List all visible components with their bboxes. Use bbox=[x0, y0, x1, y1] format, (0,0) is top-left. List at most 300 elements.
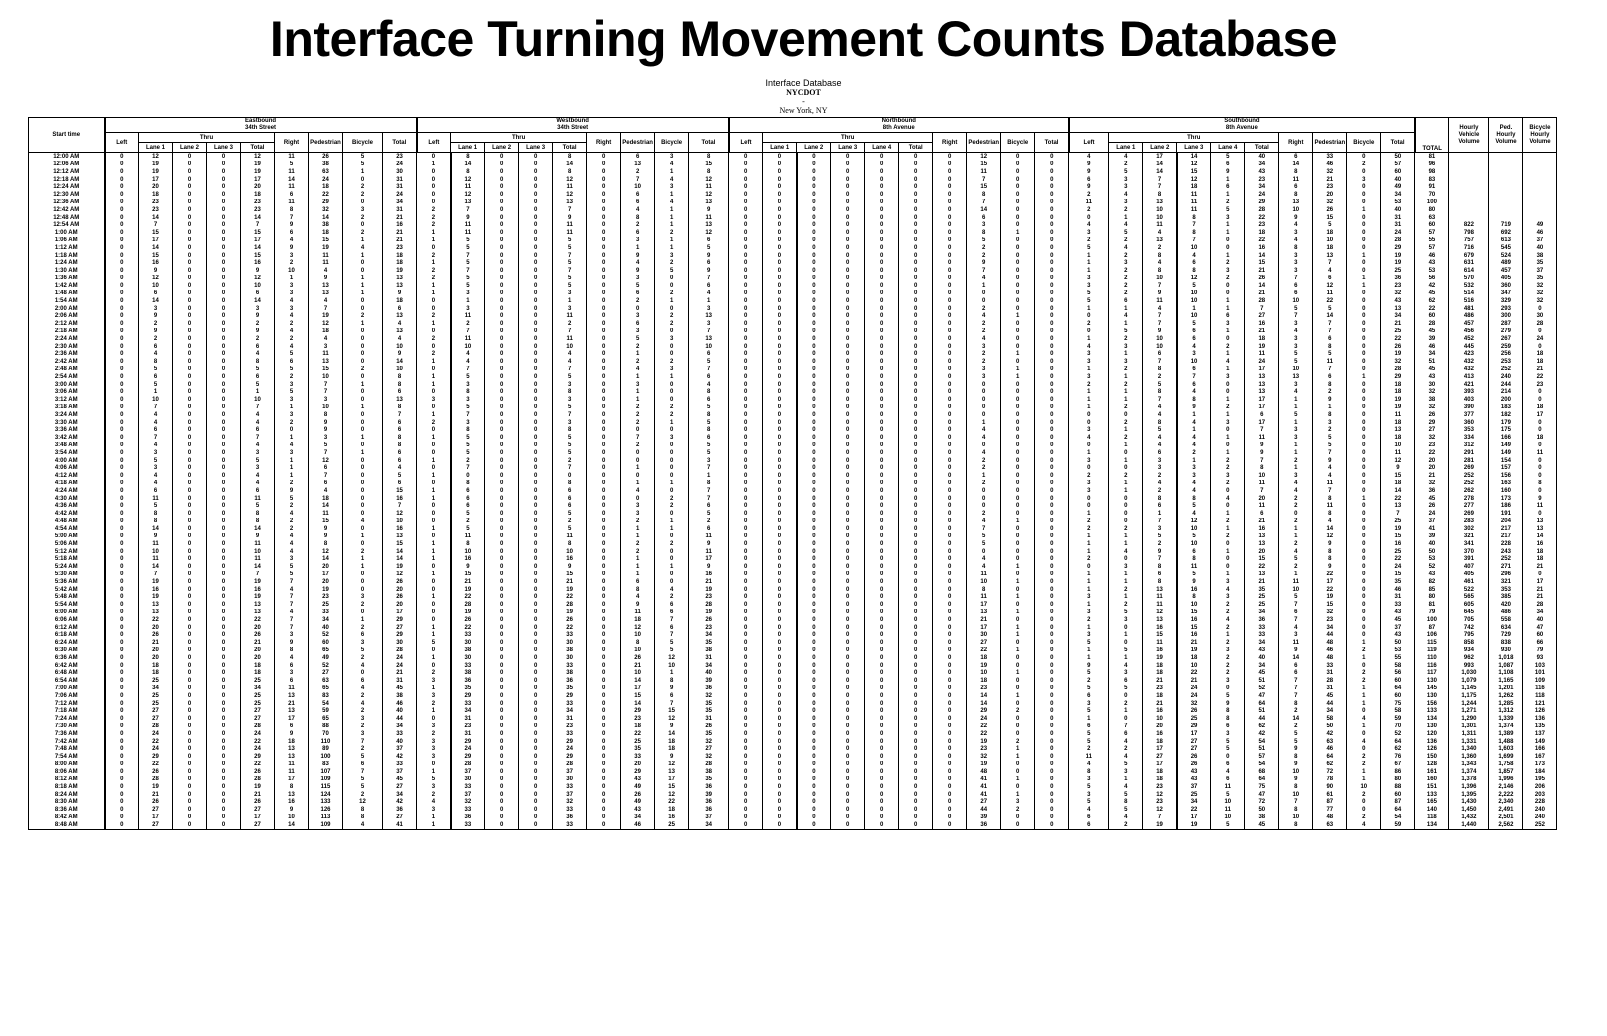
count-cell: 0 bbox=[105, 244, 139, 252]
count-cell: 13 bbox=[383, 328, 417, 336]
count-cell: 43 bbox=[1415, 259, 1449, 267]
count-cell: 0 bbox=[763, 419, 797, 427]
count-cell: 0 bbox=[105, 267, 139, 275]
count-cell: 19 bbox=[1381, 350, 1415, 358]
count-cell: 0 bbox=[485, 662, 519, 670]
count-cell: 8 bbox=[241, 518, 275, 526]
count-cell: 269 bbox=[1449, 510, 1489, 518]
table-row bbox=[29, 791, 1607, 799]
count-cell: 267 bbox=[1489, 335, 1523, 343]
count-cell: 0 bbox=[729, 669, 763, 677]
count-cell: 0 bbox=[797, 267, 831, 275]
count-cell: 5 bbox=[343, 161, 383, 169]
count-cell: 0 bbox=[797, 692, 831, 700]
count-cell: 21 bbox=[139, 791, 173, 799]
count-cell: 4 bbox=[1279, 237, 1313, 245]
count-cell: 0 bbox=[933, 791, 967, 799]
count-cell: 62 bbox=[1313, 761, 1347, 769]
count-cell: 41 bbox=[967, 791, 1001, 799]
count-cell: 0 bbox=[763, 161, 797, 169]
count-cell: 0 bbox=[485, 540, 519, 548]
count-cell: 5 bbox=[655, 647, 689, 655]
count-cell: 15 bbox=[139, 229, 173, 237]
count-cell: 20 bbox=[139, 654, 173, 662]
count-cell: 0 bbox=[519, 776, 553, 784]
time-cell: 12:48 AM bbox=[29, 214, 105, 222]
count-cell: 0 bbox=[621, 495, 655, 503]
count-cell: 2 bbox=[343, 723, 383, 731]
count-cell: 18 bbox=[1143, 738, 1177, 746]
count-cell: 0 bbox=[899, 396, 933, 404]
count-cell: 1 bbox=[655, 297, 689, 305]
count-cell: 22 bbox=[655, 798, 689, 806]
count-cell: 0 bbox=[1035, 639, 1069, 647]
count-cell: 0 bbox=[831, 745, 865, 753]
count-cell: 0 bbox=[1035, 555, 1069, 563]
count-cell: 64 bbox=[1245, 776, 1279, 784]
count-cell: 0 bbox=[343, 267, 383, 275]
count-cell: 1 bbox=[417, 434, 451, 442]
count-cell: 6 bbox=[655, 601, 689, 609]
count-cell: 14 bbox=[139, 563, 173, 571]
count-cell: 3 bbox=[1109, 343, 1143, 351]
count-cell: 0 bbox=[173, 411, 207, 419]
count-cell: 0 bbox=[1035, 396, 1069, 404]
count-cell: 3 bbox=[1211, 472, 1245, 480]
count-cell: 37 bbox=[1381, 624, 1415, 632]
count-cell: 2 bbox=[1069, 320, 1109, 328]
time-cell: 12:42 AM bbox=[29, 206, 105, 214]
count-cell: 23 bbox=[139, 206, 173, 214]
count-cell: 0 bbox=[1001, 297, 1035, 305]
count-cell: 15 bbox=[655, 783, 689, 791]
count-cell: 14 bbox=[967, 700, 1001, 708]
count-cell: 0 bbox=[831, 510, 865, 518]
count-cell: 1 bbox=[1109, 442, 1143, 450]
count-cell: 37 bbox=[1177, 783, 1211, 791]
count-cell: 0 bbox=[417, 480, 451, 488]
count-cell: 8 bbox=[451, 540, 485, 548]
count-cell: 1 bbox=[1279, 571, 1313, 579]
count-cell: 11 bbox=[451, 229, 485, 237]
count-cell: 7 bbox=[553, 206, 587, 214]
count-cell: 0 bbox=[105, 669, 139, 677]
count-cell: 1 bbox=[1211, 571, 1245, 579]
count-cell: 0 bbox=[899, 320, 933, 328]
count-cell: 0 bbox=[207, 707, 241, 715]
count-cell: 0 bbox=[519, 487, 553, 495]
count-cell: 0 bbox=[519, 624, 553, 632]
count-cell: 110 bbox=[1415, 654, 1449, 662]
count-cell: 0 bbox=[485, 692, 519, 700]
count-cell: 1 bbox=[1001, 366, 1035, 374]
count-cell: 10 bbox=[621, 631, 655, 639]
count-cell: 0 bbox=[797, 419, 831, 427]
count-cell: 0 bbox=[865, 381, 899, 389]
count-cell: 1 bbox=[417, 814, 451, 822]
count-cell: 25 bbox=[241, 700, 275, 708]
count-cell: 27 bbox=[241, 707, 275, 715]
count-cell: 0 bbox=[587, 229, 621, 237]
count-cell: 21 bbox=[1143, 677, 1177, 685]
count-cell: 3 bbox=[1069, 791, 1109, 799]
count-cell: 7 bbox=[1279, 275, 1313, 283]
count-cell: 0 bbox=[831, 685, 865, 693]
count-cell: 0 bbox=[485, 396, 519, 404]
count-cell: 31 bbox=[1313, 685, 1347, 693]
count-cell: 29 bbox=[309, 199, 343, 207]
count-cell: 2 bbox=[1211, 601, 1245, 609]
count-cell: 6 bbox=[1143, 449, 1177, 457]
count-cell: 0 bbox=[933, 730, 967, 738]
count-cell: 34 bbox=[383, 791, 417, 799]
count-cell: 0 bbox=[933, 745, 967, 753]
count-cell: 0 bbox=[1347, 502, 1381, 510]
count-cell: 4 bbox=[967, 563, 1001, 571]
count-cell: 27 bbox=[139, 707, 173, 715]
count-cell: 0 bbox=[519, 290, 553, 298]
count-cell: 14 bbox=[1313, 525, 1347, 533]
count-cell: 0 bbox=[173, 578, 207, 586]
time-cell: 6:54 AM bbox=[29, 677, 105, 685]
count-cell: 0 bbox=[899, 275, 933, 283]
count-cell: 0 bbox=[899, 555, 933, 563]
count-cell: 0 bbox=[1069, 214, 1109, 222]
count-cell: 0 bbox=[899, 814, 933, 822]
count-cell: 34 bbox=[621, 814, 655, 822]
count-cell: 7 bbox=[1143, 555, 1177, 563]
count-cell: 2 bbox=[1347, 161, 1381, 169]
count-cell: 1 bbox=[655, 563, 689, 571]
count-cell: 1,018 bbox=[1489, 654, 1523, 662]
count-cell: 3 bbox=[1069, 593, 1109, 601]
count-cell: 2 bbox=[1109, 586, 1143, 594]
pedestrian-header: Pedestrian bbox=[309, 133, 343, 153]
count-cell: 27 bbox=[1143, 753, 1177, 761]
count-cell: 0 bbox=[655, 275, 689, 283]
count-cell: 0 bbox=[587, 480, 621, 488]
count-cell: 79 bbox=[1415, 609, 1449, 617]
count-cell: 0 bbox=[797, 677, 831, 685]
count-cell bbox=[1489, 183, 1523, 191]
count-cell: 0 bbox=[105, 685, 139, 693]
count-cell: 8 bbox=[553, 168, 587, 176]
count-cell: 14 bbox=[383, 358, 417, 366]
count-cell: 0 bbox=[1347, 518, 1381, 526]
count-cell: 0 bbox=[865, 548, 899, 556]
count-cell: 14 bbox=[241, 525, 275, 533]
count-cell: 11 bbox=[1177, 563, 1211, 571]
count-cell: 0 bbox=[485, 206, 519, 214]
count-cell: 3 bbox=[655, 183, 689, 191]
time-cell: 2:36 AM bbox=[29, 350, 105, 358]
count-cell: 0 bbox=[763, 480, 797, 488]
count-cell: 0 bbox=[207, 616, 241, 624]
count-cell: 0 bbox=[865, 753, 899, 761]
time-cell: 1:54 AM bbox=[29, 297, 105, 305]
count-cell: 0 bbox=[865, 411, 899, 419]
right-header: Right bbox=[1279, 133, 1313, 153]
count-cell: 203 bbox=[1523, 791, 1557, 799]
count-cell: 0 bbox=[519, 518, 553, 526]
count-cell: 9 bbox=[1211, 700, 1245, 708]
count-cell: 0 bbox=[933, 176, 967, 184]
count-cell: 28 bbox=[1245, 297, 1279, 305]
count-cell: 0 bbox=[831, 426, 865, 434]
count-cell: 0 bbox=[343, 335, 383, 343]
count-cell: 32 bbox=[1381, 358, 1415, 366]
count-cell: 165 bbox=[1415, 798, 1449, 806]
count-cell: 1 bbox=[1069, 715, 1109, 723]
count-cell: 481 bbox=[1449, 305, 1489, 313]
count-cell: 1 bbox=[1211, 297, 1245, 305]
count-cell: 0 bbox=[1347, 153, 1381, 161]
count-cell: 7 bbox=[689, 495, 729, 503]
count-cell: 0 bbox=[485, 297, 519, 305]
count-cell: 6 bbox=[689, 373, 729, 381]
count-cell: 19 bbox=[241, 578, 275, 586]
count-cell: 29 bbox=[553, 692, 587, 700]
count-cell: 44 bbox=[1313, 631, 1347, 639]
count-cell: 0 bbox=[797, 411, 831, 419]
count-cell: 0 bbox=[173, 297, 207, 305]
database-name: Interface Database bbox=[765, 78, 842, 88]
count-cell: 7 bbox=[655, 631, 689, 639]
count-cell: 0 bbox=[899, 783, 933, 791]
count-cell: 3 bbox=[1279, 259, 1313, 267]
count-cell: 2 bbox=[1347, 761, 1381, 769]
count-cell: 4 bbox=[241, 472, 275, 480]
count-cell: 0 bbox=[105, 707, 139, 715]
count-cell: 25 bbox=[241, 692, 275, 700]
count-cell: 0 bbox=[899, 358, 933, 366]
count-cell: 1,244 bbox=[1449, 700, 1489, 708]
count-cell: 0 bbox=[1069, 563, 1109, 571]
count-cell: 5 bbox=[553, 449, 587, 457]
count-cell: 0 bbox=[933, 259, 967, 267]
count-cell: 1 bbox=[417, 768, 451, 776]
count-cell: 32 bbox=[1415, 388, 1449, 396]
count-cell: 0 bbox=[207, 275, 241, 283]
count-cell: 0 bbox=[831, 320, 865, 328]
count-cell: 28 bbox=[553, 761, 587, 769]
count-cell: 29 bbox=[1381, 244, 1415, 252]
count-cell: 8 bbox=[383, 404, 417, 412]
count-cell: 20 bbox=[139, 624, 173, 632]
count-cell: 24 bbox=[241, 745, 275, 753]
time-cell: 1:42 AM bbox=[29, 282, 105, 290]
count-cell: 0 bbox=[343, 480, 383, 488]
count-cell: 28 bbox=[553, 601, 587, 609]
count-cell: 10 bbox=[553, 343, 587, 351]
count-cell: 0 bbox=[207, 601, 241, 609]
count-cell: 0 bbox=[831, 176, 865, 184]
count-cell: 0 bbox=[105, 252, 139, 260]
count-cell: 34 bbox=[1523, 609, 1557, 617]
count-cell: 0 bbox=[1035, 290, 1069, 298]
count-cell: 0 bbox=[1347, 586, 1381, 594]
count-cell: 4 bbox=[1313, 518, 1347, 526]
count-cell: 33 bbox=[553, 821, 587, 829]
count-cell: 679 bbox=[1449, 252, 1489, 260]
count-cell: 19 bbox=[967, 662, 1001, 670]
count-cell: 12 bbox=[689, 191, 729, 199]
count-cell: 0 bbox=[933, 700, 967, 708]
count-cell: 12 bbox=[689, 229, 729, 237]
count-cell: 6 bbox=[1177, 381, 1211, 389]
count-cell: 0 bbox=[831, 373, 865, 381]
count-cell: 0 bbox=[1523, 510, 1557, 518]
count-cell: 0 bbox=[763, 176, 797, 184]
count-cell: 0 bbox=[485, 191, 519, 199]
count-cell: 20 bbox=[383, 601, 417, 609]
count-cell: 7 bbox=[1143, 320, 1177, 328]
time-cell: 1:12 AM bbox=[29, 244, 105, 252]
approach-direction: Eastbound bbox=[245, 118, 277, 124]
count-cell: 0 bbox=[173, 753, 207, 761]
count-cell: 0 bbox=[1001, 320, 1035, 328]
count-cell: 57 bbox=[1245, 753, 1279, 761]
count-cell: 0 bbox=[485, 669, 519, 677]
time-cell: 12:18 AM bbox=[29, 176, 105, 184]
count-cell: 420 bbox=[1489, 601, 1523, 609]
count-cell: 0 bbox=[1001, 282, 1035, 290]
count-cell: 4 bbox=[1177, 487, 1211, 495]
count-cell: 8 bbox=[967, 586, 1001, 594]
approach-total-header: Total bbox=[1035, 133, 1069, 153]
count-cell: 0 bbox=[899, 282, 933, 290]
count-cell: 28 bbox=[1381, 237, 1415, 245]
count-cell: 4 bbox=[1109, 153, 1143, 161]
count-cell: 0 bbox=[1035, 373, 1069, 381]
count-cell: 36 bbox=[451, 814, 485, 822]
count-cell: 0 bbox=[899, 183, 933, 191]
count-cell: 7 bbox=[1279, 601, 1313, 609]
count-cell: 5 bbox=[1069, 783, 1109, 791]
count-cell: 0 bbox=[1347, 571, 1381, 579]
count-cell: 0 bbox=[763, 707, 797, 715]
count-cell: 0 bbox=[207, 161, 241, 169]
count-cell: 0 bbox=[899, 502, 933, 510]
count-cell: 130 bbox=[1415, 692, 1449, 700]
count-cell: 4 bbox=[1177, 434, 1211, 442]
count-cell: 0 bbox=[587, 738, 621, 746]
count-cell: 0 bbox=[831, 305, 865, 313]
count-cell: 25 bbox=[139, 692, 173, 700]
count-cell: 0 bbox=[207, 495, 241, 503]
count-cell: 1 bbox=[1069, 624, 1109, 632]
count-cell: 6 bbox=[383, 305, 417, 313]
count-cell: 0 bbox=[865, 449, 899, 457]
count-cell: 0 bbox=[1035, 707, 1069, 715]
count-cell: 5 bbox=[343, 783, 383, 791]
count-cell: 6 bbox=[275, 358, 309, 366]
count-cell: 0 bbox=[485, 229, 519, 237]
count-cell: 0 bbox=[899, 692, 933, 700]
count-cell: 75 bbox=[1245, 783, 1279, 791]
count-cell: 19 bbox=[553, 609, 587, 617]
count-cell: 4 bbox=[1211, 616, 1245, 624]
count-cell: 0 bbox=[831, 761, 865, 769]
count-cell: 0 bbox=[519, 669, 553, 677]
count-cell: 10 bbox=[1279, 768, 1313, 776]
count-cell: 0 bbox=[207, 328, 241, 336]
count-cell: 0 bbox=[763, 282, 797, 290]
count-cell: 0 bbox=[967, 388, 1001, 396]
count-cell: 1 bbox=[343, 320, 383, 328]
count-cell: 0 bbox=[865, 350, 899, 358]
count-cell: 0 bbox=[729, 206, 763, 214]
count-cell: 3 bbox=[241, 449, 275, 457]
count-cell: 0 bbox=[1035, 654, 1069, 662]
count-cell: 19 bbox=[1381, 259, 1415, 267]
count-cell: 0 bbox=[831, 328, 865, 336]
count-cell: 9 bbox=[689, 563, 729, 571]
count-cell: 10 bbox=[1211, 798, 1245, 806]
count-cell: 1,440 bbox=[1449, 821, 1489, 829]
count-cell: 1 bbox=[1211, 548, 1245, 556]
time-cell: 8:18 AM bbox=[29, 783, 105, 791]
count-cell: 3 bbox=[1279, 434, 1313, 442]
count-cell: 0 bbox=[763, 487, 797, 495]
count-cell: 1 bbox=[343, 533, 383, 541]
count-cell: 0 bbox=[1347, 593, 1381, 601]
count-cell: 57 bbox=[1381, 161, 1415, 169]
count-cell: 0 bbox=[485, 404, 519, 412]
count-cell: 4 bbox=[621, 206, 655, 214]
count-cell: 6 bbox=[383, 388, 417, 396]
count-cell: 0 bbox=[485, 176, 519, 184]
count-cell: 0 bbox=[865, 282, 899, 290]
count-cell: 36 bbox=[553, 814, 587, 822]
count-cell: 8 bbox=[655, 677, 689, 685]
count-cell: 822 bbox=[1449, 221, 1489, 229]
count-cell: 3 bbox=[1069, 480, 1109, 488]
count-cell: 7 bbox=[1143, 282, 1177, 290]
count-cell: 0 bbox=[1347, 328, 1381, 336]
count-cell: 34 bbox=[309, 616, 343, 624]
count-cell: 0 bbox=[105, 282, 139, 290]
count-cell: 9 bbox=[1143, 548, 1177, 556]
count-cell: 10 bbox=[241, 548, 275, 556]
count-cell: 1,290 bbox=[1449, 715, 1489, 723]
count-cell: 0 bbox=[1109, 449, 1143, 457]
count-cell: 9 bbox=[655, 753, 689, 761]
approach-direction: Southbound bbox=[1224, 118, 1260, 124]
count-cell: 115 bbox=[309, 783, 343, 791]
count-cell: 22 bbox=[1245, 237, 1279, 245]
count-cell: 6 bbox=[309, 480, 343, 488]
count-cell: 0 bbox=[105, 358, 139, 366]
count-cell: 1 bbox=[1347, 252, 1381, 260]
count-cell: 3 bbox=[689, 320, 729, 328]
count-cell: 4 bbox=[309, 335, 343, 343]
count-cell: 6 bbox=[553, 487, 587, 495]
count-cell: 1 bbox=[343, 616, 383, 624]
count-cell: 40 bbox=[1381, 206, 1415, 214]
count-cell: 0 bbox=[967, 487, 1001, 495]
count-cell: 0 bbox=[1035, 783, 1069, 791]
count-cell: 0 bbox=[587, 366, 621, 374]
counts-table bbox=[28, 117, 1607, 830]
count-cell: 0 bbox=[831, 343, 865, 351]
count-cell: 0 bbox=[1001, 533, 1035, 541]
count-cell: 0 bbox=[519, 275, 553, 283]
count-cell: 3 bbox=[1279, 426, 1313, 434]
count-cell: 18 bbox=[967, 677, 1001, 685]
count-cell: 281 bbox=[1449, 457, 1489, 465]
count-cell: 0 bbox=[899, 442, 933, 450]
